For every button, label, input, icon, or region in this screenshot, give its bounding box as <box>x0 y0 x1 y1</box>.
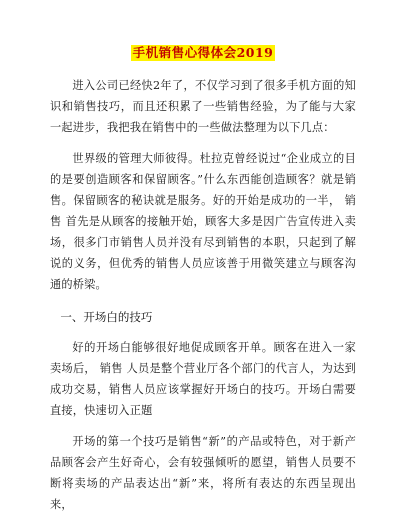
section-paragraph: 好的开场白能够很好地促成顾客开单。顾客在进入一家卖场后， 销售 人员是整个营业厅各个部门的代言人，为达到成功交易，销售人员应该掌握好开场白的技巧。开场白需要直接，快速切入正题 <box>50 341 356 417</box>
quote-paragraph: 世界级的管理大师彼得。杜拉克曾经说过“企业成立的目的是要创造顾客和保留顾客。”什么东西能创造顾客？就是销售。保留顾客的秘诀就是服务。好的开始是成功的一半， 销售 首先是从顾客的接触开始，顾客大多是因广告宣传进入卖场，很多门市销售人员并没有尽到销售的本职，只起到了解说的义务，但优秀的销售人员应该善于用微笑建立与顾客沟通的桥梁。 <box>50 152 356 291</box>
title-wrap <box>50 42 356 61</box>
intro-paragraph: 进入公司已经快2年了，不仅学习到了很多手机方面的知识和销售技巧，而且还积累了一些销售经验，为了能与大家一起进步，我把我在销售中的一些做法整理为以下几点： <box>50 79 356 134</box>
section-paragraph: 开场的第一个技巧是销售“新”的产品或特色，对于新产品顾客会产生好奇心，会有较强倾听的愿望，销售人员要不断将卖场的产品表达出“新”来，将所有表达的东西呈现出来， <box>50 435 356 511</box>
document-title: 手机销售心得体会2019 <box>132 45 274 60</box>
section-heading: 一、开场白的技巧 <box>60 310 153 324</box>
